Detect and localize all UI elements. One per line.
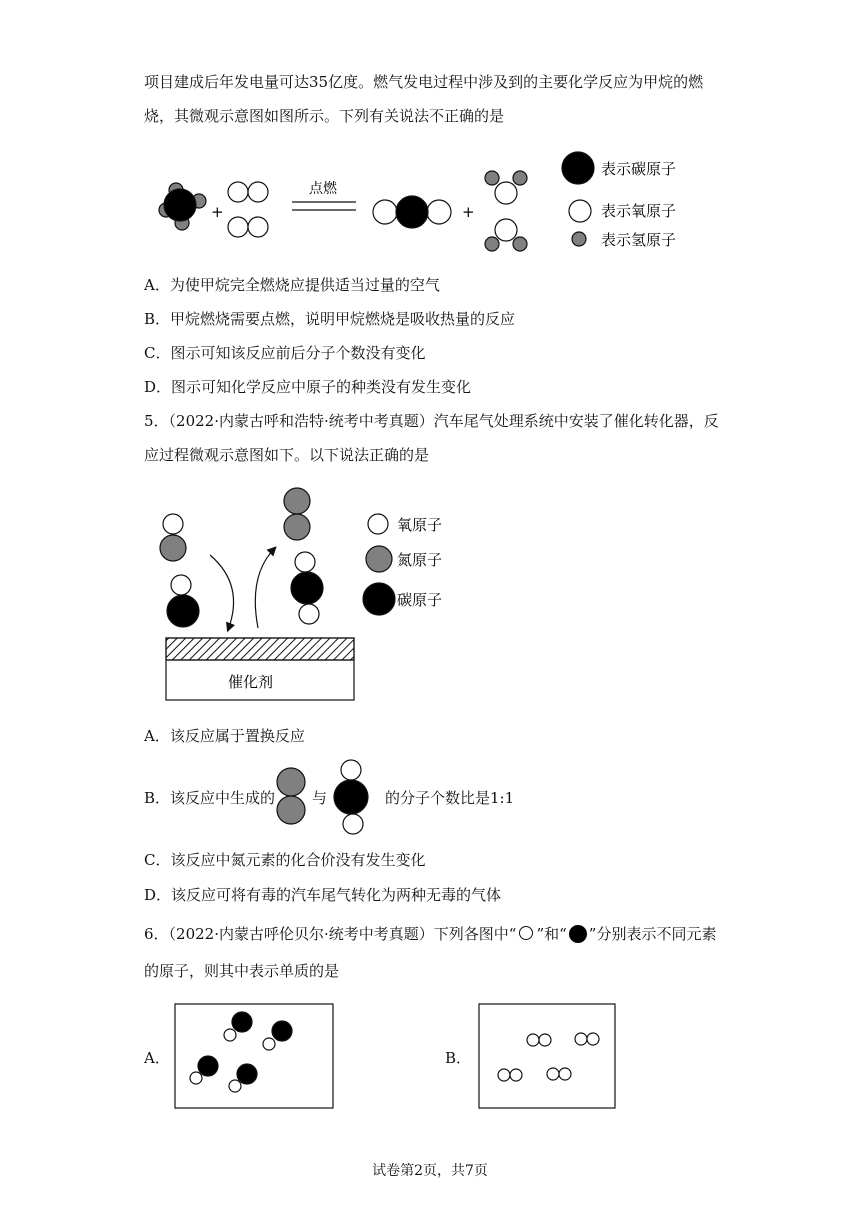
water-molecules [485,171,527,251]
catalyst-hatch [166,638,354,660]
q4-option-a: A．为使甲烷完全燃烧应提供适当过量的空气 [144,276,440,294]
oxygen-molecules [228,182,268,237]
q6-option-a-box [174,1003,334,1109]
q5-stem-line1: 5．（2022·内蒙古呼和浩特·统考中考真题）汽车尾气处理系统中安装了催化转化器，反 [144,412,719,430]
q6-option-b-box [478,1003,616,1109]
catalyst-label: 催化剂 [228,673,274,691]
legend-carbon-label: 碳原子 [397,591,443,609]
legend-carbon-label: 表示碳原子 [601,160,677,178]
q5-option-b-co2-icon [330,758,374,838]
q5-option-b-suffix: 的分子个数比是1:1 [385,789,515,807]
co2-molecule [291,552,323,624]
q6-stem-part2: ”和“ [536,925,567,943]
q5-option-d: D．该反应可将有毒的汽车尾气转化为两种无毒的气体 [144,886,502,904]
q5-option-b-mid: 与 [312,789,328,807]
methane-molecule [159,183,206,230]
q6-option-a-label: A． [144,1049,170,1067]
legend-hydrogen-label: 表示氢原子 [601,231,677,249]
legend-oxygen-symbol [368,514,388,534]
legend-oxygen-label: 氧原子 [397,516,443,534]
q4-intro-line2: 烧，其微观示意图如图所示。下列有关说法不正确的是 [144,107,505,125]
q4-option-c: C．图示可知该反应前后分子个数没有变化 [144,344,426,362]
q6-stem-line2: 的原子，则其中表示单质的是 [144,962,340,980]
legend-hydrogen-symbol [572,232,586,246]
plus-sign-2: + [462,203,475,221]
n2-molecule [284,488,310,540]
q6-option-b-label: B． [445,1049,472,1067]
legend-oxygen-label: 表示氧原子 [601,202,677,220]
q5-option-a: A．该反应属于置换反应 [144,727,305,745]
legend-nitrogen-label: 氮原子 [397,551,443,569]
co-molecule [167,575,199,627]
q4-option-d: D．图示可知化学反应中原子的种类没有发生变化 [144,378,472,396]
q6-stem-part3: ”分别表示不同元素 [588,925,717,943]
carbon-dioxide-molecule [373,196,451,228]
q5-option-b-prefix: B．该反应中生成的 [144,789,276,807]
plus-sign-1: + [211,203,224,221]
legend-carbon-symbol [363,583,395,615]
reaction-condition: 点燃 [309,181,337,197]
q5-option-b-n2-icon [272,765,312,829]
q5-option-c: C．该反应中氮元素的化合价没有发生变化 [144,851,426,869]
legend-nitrogen-symbol [366,546,392,572]
q6-stem-line1 [144,924,716,944]
arrow-out [255,548,275,628]
no-molecule [160,514,186,561]
q6-stem-part1: 6．（2022·内蒙古呼伦贝尔·统考中考真题）下列各图中“ [144,925,517,943]
arrow-in [210,555,234,630]
page-footer: 试卷第2页，共7页 [372,1163,488,1179]
filled-circle-icon [569,925,587,943]
methane-combustion-diagram [144,148,704,253]
q4-option-b: B．甲烷燃烧需要点燃，说明甲烷燃烧是吸收热量的反应 [144,310,516,328]
catalytic-converter-diagram [150,484,470,704]
legend-oxygen-symbol [569,200,591,222]
legend-carbon-symbol [562,152,594,184]
open-circle-icon [519,926,533,940]
q4-intro-line1: 项目建成后年发电量可达35亿度。燃气发电过程中涉及到的主要化学反应为甲烷的燃 [144,73,704,91]
q5-stem-line2: 应过程微观示意图如下。以下说法正确的是 [144,446,430,464]
